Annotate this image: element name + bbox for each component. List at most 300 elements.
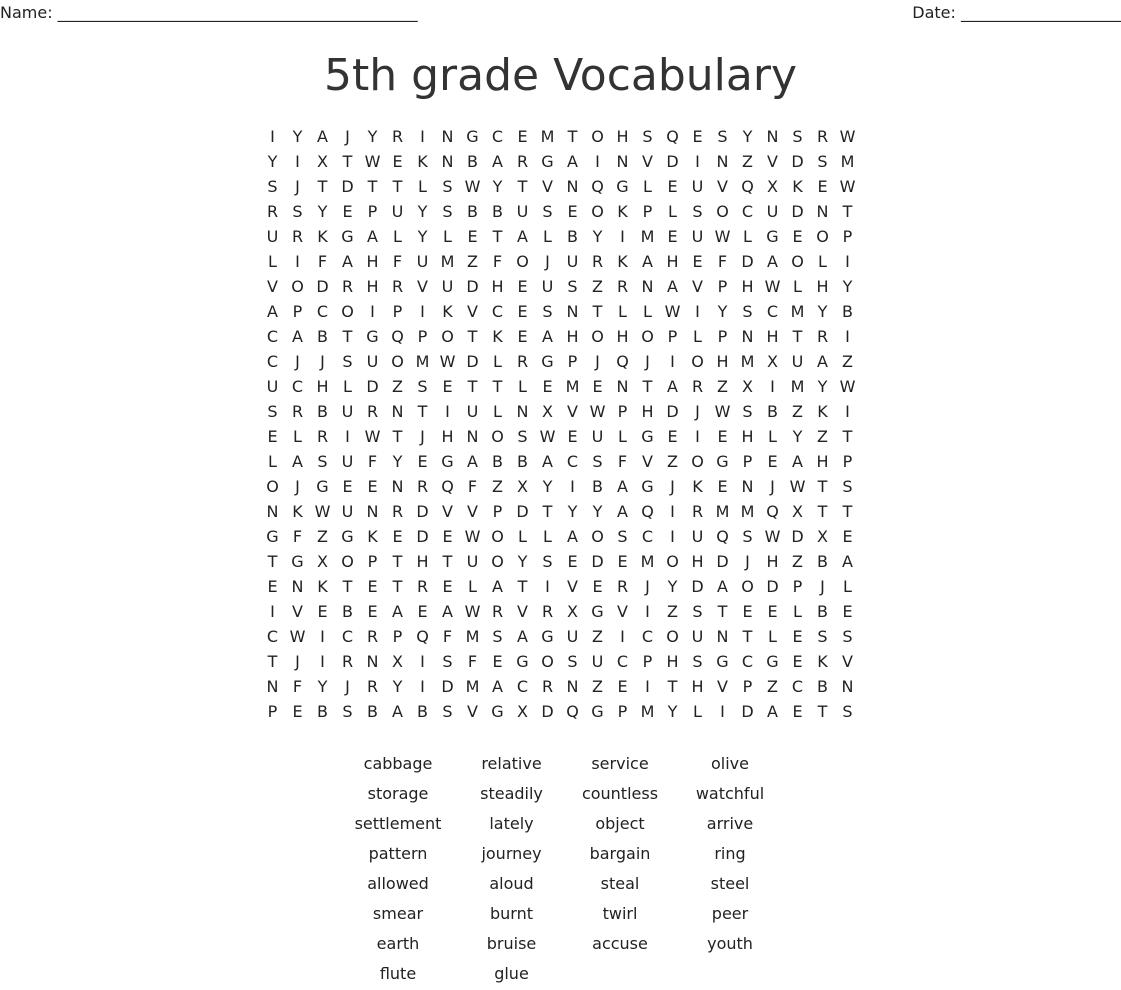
grid-letter: V <box>542 177 553 196</box>
grid-letter: S <box>617 527 628 546</box>
grid-letter: V <box>617 602 628 621</box>
grid-letter: H <box>816 452 829 471</box>
grid-letter: A <box>542 452 553 471</box>
grid-letter: A <box>842 552 853 571</box>
grid-letter: G <box>641 477 654 496</box>
grid-letter: S <box>842 477 853 496</box>
grid-letter: E <box>617 552 628 571</box>
grid-letter: Y <box>267 152 278 171</box>
grid-letter: O <box>341 302 354 321</box>
grid-letter: Z <box>392 377 403 396</box>
grid-letter: E <box>742 602 753 621</box>
grid-letter: L <box>618 302 627 321</box>
grid-letter: R <box>491 602 504 621</box>
grid-letter: S <box>642 127 653 146</box>
grid-letter: F <box>367 452 378 471</box>
grid-letter: U <box>566 252 579 271</box>
grid-letter: K <box>317 227 328 246</box>
grid-letter: V <box>717 177 728 196</box>
grid-letter: T <box>392 177 403 196</box>
grid-letter: Q <box>441 477 454 496</box>
grid-letter: P <box>267 702 278 721</box>
grid-letter: E <box>417 602 428 621</box>
grid-letter: T <box>517 577 528 596</box>
grid-letter: E <box>367 577 378 596</box>
grid-letter: A <box>442 602 453 621</box>
grid-letter: K <box>692 477 703 496</box>
grid-letter: E <box>717 477 728 496</box>
grid-letter: W <box>789 477 806 496</box>
grid-letter: R <box>691 502 704 521</box>
word-bank-item: arrive <box>706 814 754 833</box>
grid-letter: U <box>341 502 354 521</box>
grid-letter: Q <box>616 352 629 371</box>
grid-letter: P <box>417 327 428 346</box>
grid-letter: I <box>320 652 325 671</box>
grid-letter: H <box>691 677 704 696</box>
grid-letter: I <box>420 302 425 321</box>
grid-letter: U <box>341 452 354 471</box>
word-bank-item: journey <box>481 844 542 863</box>
grid-letter: I <box>620 227 625 246</box>
grid-letter: Y <box>667 702 678 721</box>
grid-letter: W <box>464 527 481 546</box>
grid-letter: E <box>267 577 278 596</box>
grid-letter: N <box>391 402 404 421</box>
grid-letter: H <box>716 352 729 371</box>
grid-letter: B <box>467 202 478 221</box>
grid-letter: K <box>292 502 303 521</box>
grid-letter: Z <box>767 677 778 696</box>
grid-letter: E <box>617 677 628 696</box>
grid-letter: T <box>742 627 753 646</box>
grid-letter: S <box>817 627 828 646</box>
grid-letter: S <box>442 202 453 221</box>
grid-letter: Y <box>417 227 428 246</box>
grid-letter: K <box>792 177 803 196</box>
grid-letter: D <box>766 577 779 596</box>
grid-letter: L <box>268 252 277 271</box>
grid-letter: Z <box>467 252 478 271</box>
grid-letter: E <box>717 427 728 446</box>
word-bank-item: glue <box>494 964 529 983</box>
grid-letter: W <box>364 427 381 446</box>
grid-letter: N <box>616 377 629 396</box>
grid-letter: T <box>592 302 603 321</box>
grid-letter: M <box>640 702 655 721</box>
grid-letter: L <box>518 527 527 546</box>
grid-letter: I <box>845 327 850 346</box>
grid-letter: N <box>566 177 579 196</box>
grid-letter: W <box>539 427 556 446</box>
grid-letter: K <box>492 327 503 346</box>
grid-letter: G <box>316 477 329 496</box>
grid-letter: H <box>566 327 579 346</box>
grid-letter: G <box>341 527 354 546</box>
grid-letter: J <box>545 252 550 271</box>
grid-letter: Z <box>592 277 603 296</box>
grid-letter: L <box>643 302 652 321</box>
grid-letter: E <box>367 477 378 496</box>
grid-letter: C <box>741 202 754 221</box>
grid-letter: W <box>839 177 856 196</box>
grid-letter: M <box>740 502 755 521</box>
grid-letter: I <box>545 577 550 596</box>
grid-letter: G <box>541 152 554 171</box>
grid-letter: Z <box>667 452 678 471</box>
grid-letter: D <box>541 702 554 721</box>
word-bank-item: earth <box>376 934 420 953</box>
grid-letter: T <box>567 127 578 146</box>
grid-letter: I <box>845 252 850 271</box>
grid-letter: M <box>465 677 480 696</box>
grid-letter: P <box>492 502 503 521</box>
grid-letter: O <box>391 352 404 371</box>
grid-letter: D <box>416 502 429 521</box>
grid-letter: W <box>839 127 856 146</box>
grid-letter: B <box>317 402 328 421</box>
grid-letter: E <box>817 177 828 196</box>
word-bank-item: steel <box>710 874 750 893</box>
grid-letter: Y <box>817 302 828 321</box>
grid-letter: L <box>393 227 402 246</box>
grid-letter: P <box>792 577 803 596</box>
grid-letter: E <box>792 702 803 721</box>
grid-letter: I <box>670 502 675 521</box>
grid-letter: I <box>295 252 300 271</box>
grid-letter: C <box>266 352 279 371</box>
grid-letter: R <box>816 327 829 346</box>
grid-letter: V <box>767 152 778 171</box>
grid-letter: I <box>445 402 450 421</box>
grid-letter: S <box>742 302 753 321</box>
grid-letter: E <box>342 202 353 221</box>
grid-letter: X <box>742 377 753 396</box>
grid-letter: T <box>442 552 453 571</box>
grid-letter: A <box>617 502 628 521</box>
grid-letter: A <box>617 477 628 496</box>
grid-letter: B <box>317 702 328 721</box>
grid-letter: O <box>266 477 279 496</box>
grid-letter: Y <box>567 502 578 521</box>
word-bank-item: bruise <box>486 934 537 953</box>
grid-letter: V <box>717 677 728 696</box>
grid-letter: B <box>317 327 328 346</box>
grid-letter: A <box>667 377 678 396</box>
grid-letter: L <box>768 627 777 646</box>
grid-letter: A <box>642 252 653 271</box>
grid-letter: E <box>542 377 553 396</box>
grid-letter: U <box>541 277 554 296</box>
grid-letter: I <box>420 652 425 671</box>
grid-letter: B <box>367 702 378 721</box>
grid-letter: N <box>466 427 479 446</box>
grid-letter: R <box>341 277 354 296</box>
grid-letter: O <box>441 327 454 346</box>
grid-letter: R <box>366 677 379 696</box>
grid-letter: E <box>517 302 528 321</box>
grid-letter: T <box>792 327 803 346</box>
grid-letter: D <box>666 402 679 421</box>
grid-letter: N <box>391 477 404 496</box>
grid-letter: S <box>817 152 828 171</box>
grid-letter: Q <box>766 502 779 521</box>
grid-letter: W <box>589 402 606 421</box>
grid-letter: T <box>842 202 853 221</box>
grid-letter: P <box>667 327 678 346</box>
grid-letter: I <box>720 702 725 721</box>
grid-letter: D <box>416 527 429 546</box>
grid-letter: Q <box>741 177 754 196</box>
grid-letter: S <box>842 627 853 646</box>
grid-letter: I <box>695 427 700 446</box>
grid-letter: D <box>666 152 679 171</box>
word-bank-item: storage <box>367 784 429 803</box>
grid-letter: Z <box>717 377 728 396</box>
grid-letter: E <box>342 477 353 496</box>
grid-letter: R <box>816 127 829 146</box>
grid-letter: W <box>439 352 456 371</box>
grid-letter: H <box>316 377 329 396</box>
grid-letter: O <box>666 552 679 571</box>
grid-letter: T <box>842 427 853 446</box>
grid-letter: C <box>316 302 329 321</box>
grid-letter: Y <box>717 302 728 321</box>
grid-letter: G <box>491 702 504 721</box>
grid-letter: G <box>766 652 779 671</box>
grid-letter: N <box>841 677 854 696</box>
grid-letter: N <box>616 152 629 171</box>
grid-letter: I <box>645 677 650 696</box>
grid-letter: M <box>840 152 855 171</box>
grid-letter: P <box>642 202 653 221</box>
grid-letter: A <box>767 252 778 271</box>
grid-letter: I <box>270 127 275 146</box>
grid-letter: R <box>366 402 379 421</box>
grid-letter: T <box>817 477 828 496</box>
grid-letter: G <box>541 352 554 371</box>
grid-letter: U <box>466 402 479 421</box>
word-bank-item: smear <box>372 904 424 923</box>
grid-letter: J <box>295 177 300 196</box>
grid-letter: O <box>816 227 829 246</box>
word-bank-item: lately <box>489 814 534 833</box>
grid-letter: B <box>817 552 828 571</box>
grid-letter: A <box>342 252 353 271</box>
grid-letter: T <box>467 377 478 396</box>
grid-letter: S <box>692 652 703 671</box>
grid-letter: Y <box>392 452 403 471</box>
grid-letter: D <box>716 552 729 571</box>
grid-letter: H <box>666 652 679 671</box>
grid-letter: A <box>792 452 803 471</box>
grid-letter: A <box>292 327 303 346</box>
grid-letter: J <box>645 352 650 371</box>
grid-letter: N <box>816 202 829 221</box>
grid-letter: C <box>266 327 279 346</box>
grid-letter: W <box>464 177 481 196</box>
grid-letter: E <box>442 377 453 396</box>
grid-letter: S <box>592 452 603 471</box>
grid-letter: Y <box>742 127 753 146</box>
grid-letter: P <box>567 352 578 371</box>
grid-letter: I <box>670 352 675 371</box>
grid-letter: A <box>667 277 678 296</box>
grid-letter: A <box>517 627 528 646</box>
grid-letter: A <box>492 152 503 171</box>
grid-letter: T <box>492 227 503 246</box>
grid-letter: S <box>542 552 553 571</box>
grid-letter: E <box>442 577 453 596</box>
grid-letter: T <box>342 152 353 171</box>
grid-letter: O <box>691 452 704 471</box>
grid-letter: W <box>664 302 681 321</box>
grid-letter: O <box>691 352 704 371</box>
word-bank-item: twirl <box>602 904 638 923</box>
grid-letter: C <box>766 302 779 321</box>
grid-letter: F <box>467 652 478 671</box>
grid-letter: E <box>842 602 853 621</box>
grid-letter: D <box>691 577 704 596</box>
word-bank-item: ring <box>714 844 746 863</box>
grid-letter: T <box>517 177 528 196</box>
grid-letter: A <box>492 577 503 596</box>
grid-letter: P <box>367 202 378 221</box>
grid-letter: I <box>570 477 575 496</box>
grid-letter: V <box>692 277 703 296</box>
grid-letter: T <box>842 502 853 521</box>
grid-letter: L <box>743 227 752 246</box>
grid-letter: Y <box>292 127 303 146</box>
grid-letter: D <box>791 152 804 171</box>
grid-letter: K <box>317 577 328 596</box>
grid-letter: S <box>692 602 703 621</box>
grid-letter: U <box>366 352 379 371</box>
grid-letter: J <box>345 127 350 146</box>
grid-letter: H <box>741 277 754 296</box>
word-bank <box>343 749 790 989</box>
grid-letter: N <box>266 677 279 696</box>
grid-letter: H <box>816 277 829 296</box>
grid-letter: E <box>317 602 328 621</box>
grid-letter: H <box>616 327 629 346</box>
grid-letter: D <box>591 552 604 571</box>
grid-letter: B <box>592 477 603 496</box>
grid-letter: W <box>764 277 781 296</box>
grid-letter: E <box>392 527 403 546</box>
grid-letter: T <box>267 652 278 671</box>
grid-letter: T <box>817 502 828 521</box>
grid-letter: B <box>467 152 478 171</box>
grid-letter: E <box>392 152 403 171</box>
grid-letter: Q <box>716 527 729 546</box>
grid-letter: C <box>741 652 754 671</box>
grid-letter: E <box>567 552 578 571</box>
grid-letter: R <box>541 677 554 696</box>
grid-letter: U <box>691 627 704 646</box>
grid-letter: X <box>767 177 778 196</box>
grid-letter: J <box>295 477 300 496</box>
grid-letter: W <box>714 402 731 421</box>
grid-letter: R <box>316 427 329 446</box>
grid-letter: A <box>392 602 403 621</box>
grid-letter: D <box>466 352 479 371</box>
grid-letter: B <box>567 227 578 246</box>
grid-letter: D <box>366 377 379 396</box>
grid-letter: N <box>516 402 529 421</box>
grid-letter: Y <box>517 552 528 571</box>
grid-letter: I <box>620 627 625 646</box>
grid-letter: W <box>464 602 481 621</box>
grid-letter: O <box>591 127 604 146</box>
grid-letter: E <box>692 127 703 146</box>
grid-letter: P <box>617 402 628 421</box>
grid-letter: O <box>491 427 504 446</box>
grid-letter: E <box>592 577 603 596</box>
grid-letter: R <box>416 577 429 596</box>
grid-letter: A <box>817 352 828 371</box>
grid-letter: P <box>742 452 753 471</box>
grid-letter: T <box>717 602 728 621</box>
grid-letter: Y <box>792 427 803 446</box>
grid-letter: I <box>420 677 425 696</box>
grid-letter: R <box>516 352 529 371</box>
grid-letter: O <box>541 652 554 671</box>
grid-letter: N <box>641 277 654 296</box>
grid-letter: B <box>342 602 353 621</box>
grid-letter: O <box>291 277 304 296</box>
grid-letter: X <box>317 552 328 571</box>
grid-letter: X <box>517 702 528 721</box>
grid-letter: K <box>817 652 828 671</box>
grid-letter: J <box>670 477 675 496</box>
word-bank-item: service <box>591 754 649 773</box>
grid-letter: V <box>842 652 853 671</box>
grid-letter: D <box>741 252 754 271</box>
grid-letter: W <box>289 627 306 646</box>
grid-letter: C <box>266 627 279 646</box>
grid-letter: S <box>317 452 328 471</box>
grid-letter: T <box>367 177 378 196</box>
grid-letter: S <box>542 202 553 221</box>
grid-letter: A <box>767 702 778 721</box>
word-bank-item: pattern <box>368 844 428 863</box>
grid-letter: Z <box>792 552 803 571</box>
grid-letter: C <box>491 127 504 146</box>
grid-letter: S <box>442 177 453 196</box>
grid-letter: T <box>267 552 278 571</box>
grid-letter: T <box>492 377 503 396</box>
grid-letter: X <box>767 352 778 371</box>
grid-letter: M <box>715 502 730 521</box>
grid-letter: M <box>640 552 655 571</box>
grid-letter: E <box>592 377 603 396</box>
grid-letter: O <box>591 327 604 346</box>
grid-letter: J <box>770 477 775 496</box>
grid-letter: L <box>543 527 552 546</box>
grid-letter: E <box>792 627 803 646</box>
grid-letter: K <box>817 402 828 421</box>
grid-letter: T <box>317 177 328 196</box>
grid-letter: S <box>442 652 453 671</box>
grid-letter: F <box>492 252 503 271</box>
grid-letter: G <box>616 177 629 196</box>
grid-letter: V <box>417 277 428 296</box>
grid-letter: U <box>691 527 704 546</box>
grid-letter: E <box>767 602 778 621</box>
grid-letter: E <box>367 602 378 621</box>
grid-letter: O <box>491 527 504 546</box>
